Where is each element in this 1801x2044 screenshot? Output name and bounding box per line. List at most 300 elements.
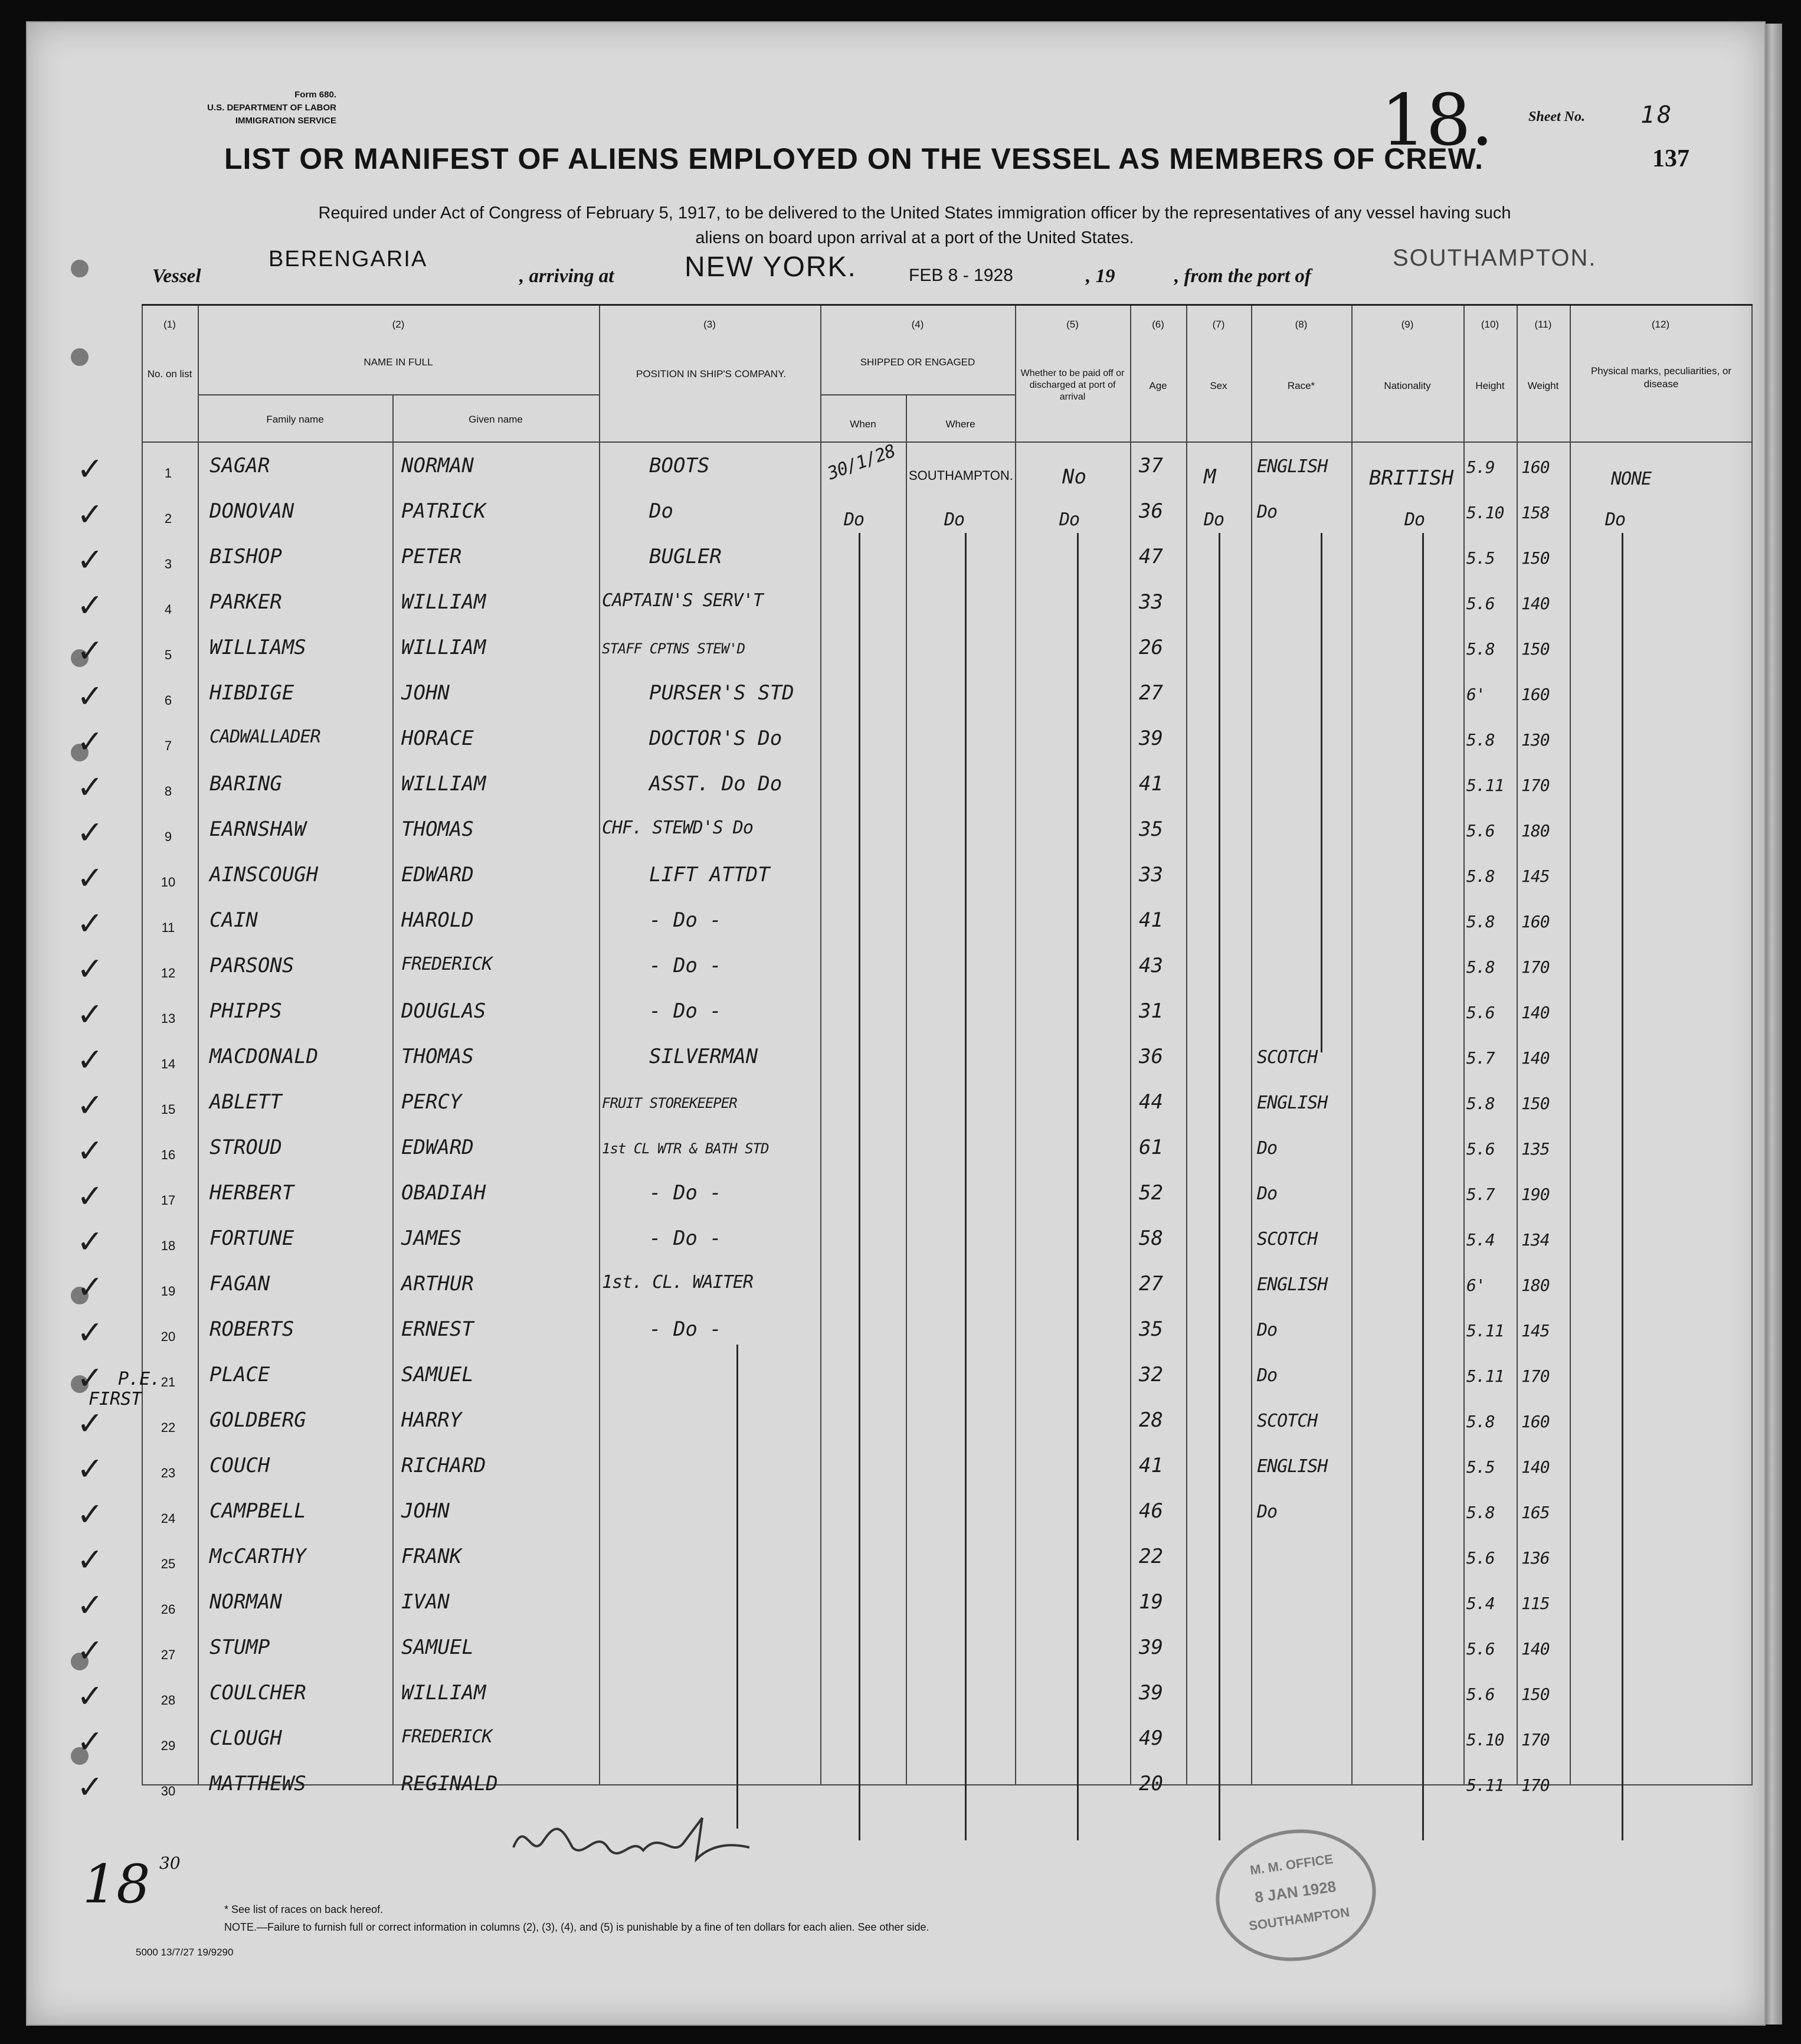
punch-hole xyxy=(71,348,89,366)
weight-value: 160 xyxy=(1521,685,1550,704)
family-name: DONOVAN xyxy=(209,499,294,523)
family-name: BARING xyxy=(209,772,282,796)
col-number-6: (6) xyxy=(1152,319,1164,330)
family-name: NORMAN xyxy=(209,1590,282,1614)
row-number: 1 xyxy=(164,466,172,480)
weight-value: 190 xyxy=(1521,1185,1550,1204)
given-name: EDWARD xyxy=(401,863,474,887)
weight-value: 115 xyxy=(1521,1594,1550,1613)
weight-value: 170 xyxy=(1521,957,1550,977)
weight-value: 160 xyxy=(1521,912,1550,931)
age-value: 39 xyxy=(1139,1681,1163,1705)
row-number: 25 xyxy=(161,1556,176,1571)
height-value: 6' xyxy=(1466,685,1485,704)
table-row xyxy=(77,496,1753,541)
family-name: PHIPPS xyxy=(209,999,282,1023)
position-in-company: 1st CL WTR & BATH STD xyxy=(602,1140,769,1157)
sheet-value: 18 xyxy=(1640,102,1674,129)
form-id xyxy=(148,89,336,127)
table-row xyxy=(77,1041,1753,1086)
given-name: ERNEST xyxy=(401,1317,474,1341)
position-in-company: - Do - xyxy=(649,908,722,932)
row-number: 11 xyxy=(161,920,175,935)
height-value: 5.10 xyxy=(1466,1730,1504,1749)
position-in-company: ASST. Do Do xyxy=(649,772,782,796)
checkmark-icon: ✓ xyxy=(77,1632,104,1669)
age-value: 35 xyxy=(1139,1317,1163,1341)
table-row xyxy=(77,1268,1753,1313)
age-value: 36 xyxy=(1139,499,1163,523)
form-number: Form 680. xyxy=(294,90,336,100)
table-row xyxy=(77,1178,1753,1222)
paid-off-value: No xyxy=(1062,465,1086,489)
col-number-10: (10) xyxy=(1481,319,1499,330)
age-value: 19 xyxy=(1139,1590,1163,1614)
family-name: BISHOP xyxy=(209,545,282,568)
age-value: 32 xyxy=(1139,1363,1163,1386)
weight-value: 145 xyxy=(1521,866,1550,886)
subtitle-line-2: aliens on board upon arrival at a port of the United States. xyxy=(695,228,1134,247)
table-row xyxy=(77,1132,1753,1177)
height-value: 5.6 xyxy=(1466,1139,1495,1159)
table-row xyxy=(77,1541,1753,1586)
position-in-company: BOOTS xyxy=(649,454,710,478)
table-row xyxy=(77,723,1753,768)
family-name: HIBDIGE xyxy=(209,681,294,705)
row-number: 9 xyxy=(164,829,172,844)
position-in-company: Do xyxy=(649,499,673,523)
age-value: 39 xyxy=(1139,1636,1163,1659)
physical-marks-value: NONE xyxy=(1611,469,1652,489)
position-in-company: CHF. STEWD'S Do xyxy=(602,817,753,838)
table-row xyxy=(77,632,1753,677)
age-value: 43 xyxy=(1139,954,1163,977)
weight-value: 140 xyxy=(1521,1003,1550,1022)
checkmark-icon: ✓ xyxy=(77,1223,104,1260)
height-value: 5.11 xyxy=(1466,1321,1504,1340)
age-value: 20 xyxy=(1139,1772,1163,1796)
height-value: 5.8 xyxy=(1466,1503,1495,1522)
age-value: 58 xyxy=(1139,1227,1163,1250)
race-value: ENGLISH xyxy=(1257,1456,1328,1477)
height-value: 5.11 xyxy=(1466,1366,1504,1386)
sex-value: M xyxy=(1204,465,1216,489)
weight-value: 136 xyxy=(1521,1548,1550,1568)
given-name: PERCY xyxy=(401,1090,462,1114)
weight-value: 150 xyxy=(1521,548,1550,568)
height-value: 5.7 xyxy=(1466,1185,1495,1204)
given-name: SAMUEL xyxy=(401,1636,474,1659)
ditto-paid-off: Do xyxy=(1059,509,1080,530)
given-name: HAROLD xyxy=(401,908,474,932)
weight-value: 170 xyxy=(1521,776,1550,795)
height-value: 5.8 xyxy=(1466,1412,1495,1431)
checkmark-icon: ✓ xyxy=(77,1268,104,1306)
given-name: JAMES xyxy=(401,1227,462,1250)
weight-value: 145 xyxy=(1521,1321,1550,1340)
row-number: 17 xyxy=(161,1193,176,1208)
age-value: 31 xyxy=(1139,999,1163,1023)
table-row xyxy=(77,1450,1753,1495)
row-number: 14 xyxy=(161,1057,176,1071)
header-bottom-line xyxy=(142,441,1753,443)
family-name: GOLDBERG xyxy=(209,1408,306,1432)
checkmark-icon: ✓ xyxy=(77,1587,104,1624)
race-value: Do xyxy=(1257,1365,1278,1386)
age-value: 35 xyxy=(1139,817,1163,841)
age-value: 26 xyxy=(1139,636,1163,659)
from-label: , from the port of xyxy=(1174,266,1311,287)
ditto-when: Do xyxy=(844,509,865,530)
position-in-company: BUGLER xyxy=(649,545,722,568)
shipped-when-value: 30/1/28 xyxy=(824,440,898,485)
col-number-2: (2) xyxy=(392,319,405,330)
footnote xyxy=(224,1901,929,1936)
height-value: 5.4 xyxy=(1466,1230,1495,1250)
given-name: SAMUEL xyxy=(401,1363,474,1386)
checkmark-icon: ✓ xyxy=(77,1132,104,1169)
page-subtitle xyxy=(136,201,1694,250)
height-value: 5.8 xyxy=(1466,1094,1495,1113)
given-name: EDWARD xyxy=(401,1136,474,1159)
height-value: 5.9 xyxy=(1466,457,1495,477)
checkmark-icon: ✓ xyxy=(77,1723,104,1760)
family-name: WILLIAMS xyxy=(209,636,306,659)
table-row xyxy=(77,814,1753,859)
bottom-tally: 30 xyxy=(159,1853,181,1873)
height-value: 5.5 xyxy=(1466,1457,1495,1477)
given-name: ARTHUR xyxy=(401,1272,474,1296)
age-value: 46 xyxy=(1139,1499,1163,1523)
table-row xyxy=(77,1087,1753,1131)
weight-value: 140 xyxy=(1521,1457,1550,1477)
table-row xyxy=(77,1677,1753,1722)
given-name: HORACE xyxy=(401,727,474,750)
given-name: WILLIAM xyxy=(401,636,486,659)
given-name: FREDERICK xyxy=(401,1726,492,1747)
height-value: 5.6 xyxy=(1466,821,1495,841)
header-where: Where xyxy=(945,418,975,430)
given-name: IVAN xyxy=(401,1590,450,1614)
row-number: 15 xyxy=(161,1102,176,1117)
family-name: SAGAR xyxy=(209,454,270,478)
height-value: 5.8 xyxy=(1466,912,1495,931)
height-value: 5.5 xyxy=(1466,548,1495,568)
position-in-company: - Do - xyxy=(649,954,722,977)
height-value: 5.6 xyxy=(1466,1639,1495,1659)
height-value: 5.4 xyxy=(1466,1594,1495,1613)
header-sex: Sex xyxy=(1210,380,1227,391)
header-race: Race* xyxy=(1287,380,1315,391)
header-nationality: Nationality xyxy=(1384,380,1431,391)
checkmark-icon: ✓ xyxy=(77,859,104,897)
position-in-company: - Do - xyxy=(649,1317,722,1341)
ditto-sex: Do xyxy=(1204,509,1224,530)
given-name: RICHARD xyxy=(401,1454,486,1477)
family-name: CAIN xyxy=(209,908,258,932)
row-number: 8 xyxy=(164,784,172,799)
form-service: IMMIGRATION SERVICE xyxy=(235,116,336,126)
punch-hole xyxy=(71,260,89,277)
header-paid-off: Whether to be paid off or discharged at port of arrival xyxy=(1020,368,1125,402)
given-name: THOMAS xyxy=(401,1045,474,1068)
checkmark-icon: ✓ xyxy=(77,1541,104,1578)
given-name: OBADIAH xyxy=(401,1181,486,1205)
checkmark-icon: ✓ xyxy=(77,1405,104,1442)
family-name: PARKER xyxy=(209,590,282,614)
weight-value: 150 xyxy=(1521,639,1550,659)
row-number: 7 xyxy=(164,738,172,753)
nationality-value: BRITISH xyxy=(1369,466,1454,490)
position-in-company: 1st. CL. WAITER xyxy=(602,1272,753,1293)
height-value: 5.6 xyxy=(1466,594,1495,613)
header-physical-marks: Physical marks, peculiarities, or disease xyxy=(1590,365,1732,390)
given-name: JOHN xyxy=(401,1499,450,1523)
given-name: FRANK xyxy=(401,1545,462,1568)
family-name: ROBERTS xyxy=(209,1317,294,1341)
vessel-name: BERENGARIA xyxy=(268,247,428,272)
checkmark-icon: ✓ xyxy=(77,1677,104,1715)
row-number: 26 xyxy=(161,1602,176,1617)
footnote-races: * See list of races on back hereof. xyxy=(224,1904,384,1915)
row-number: 12 xyxy=(161,966,176,980)
footnote-note: NOTE.—Failure to furnish full or correct information in columns (2), (3), (4), and (5) is punishable by a fine of ten dollars for each alien. See other side. xyxy=(224,1921,929,1933)
given-name: FREDERICK xyxy=(401,954,492,974)
checkmark-icon: ✓ xyxy=(77,1359,104,1397)
table-row xyxy=(77,541,1753,586)
race-value: Do xyxy=(1257,1138,1278,1159)
row-number: 21 xyxy=(161,1375,176,1389)
family-name: COUCH xyxy=(209,1454,270,1477)
family-name: CLOUGH xyxy=(209,1726,282,1750)
page-edge xyxy=(1764,24,1782,2025)
age-value: 52 xyxy=(1139,1181,1163,1205)
height-value: 5.6 xyxy=(1466,1003,1495,1022)
position-in-company: DOCTOR'S Do xyxy=(649,727,782,750)
age-value: 41 xyxy=(1139,908,1163,932)
race-value: ENGLISH xyxy=(1257,1093,1328,1113)
checkmark-icon: ✓ xyxy=(77,1496,104,1533)
table-row xyxy=(77,1314,1753,1359)
family-name: STROUD xyxy=(209,1136,282,1159)
weight-value: 180 xyxy=(1521,1276,1550,1295)
race-value: Do xyxy=(1257,1320,1278,1340)
signature xyxy=(507,1806,755,1871)
shipped-where-value: SOUTHAMPTON. xyxy=(909,468,1013,483)
height-value: 5.6 xyxy=(1466,1548,1495,1568)
position-in-company: STAFF CPTNS STEW'D xyxy=(602,640,745,657)
checkmark-icon: ✓ xyxy=(77,450,104,488)
sheet-label: Sheet No. xyxy=(1528,109,1585,125)
position-in-company: - Do - xyxy=(649,999,722,1023)
checkmark-icon: ✓ xyxy=(77,723,104,760)
checkmark-icon: ✓ xyxy=(77,678,104,715)
handwritten-sheet-mark: 18. xyxy=(1381,80,1494,162)
checkmark-icon: ✓ xyxy=(77,1041,104,1078)
weight-value: 165 xyxy=(1521,1503,1550,1522)
row-number: 23 xyxy=(161,1466,176,1480)
row-number: 19 xyxy=(161,1284,176,1299)
family-name: COULCHER xyxy=(209,1681,306,1705)
family-name: HERBERT xyxy=(209,1181,294,1205)
checkmark-icon: ✓ xyxy=(77,950,104,987)
position-in-company: LIFT ATTDT xyxy=(649,863,770,887)
checkmark-icon: ✓ xyxy=(77,1087,104,1124)
family-name: STUMP xyxy=(209,1636,270,1659)
family-name: FAGAN xyxy=(209,1272,270,1296)
date-stamp: FEB 8 - 1928 xyxy=(909,266,1013,285)
weight-value: 140 xyxy=(1521,594,1550,613)
weight-value: 170 xyxy=(1521,1775,1550,1795)
weight-value: 140 xyxy=(1521,1048,1550,1068)
col-number-1: (1) xyxy=(163,319,176,330)
stamp-line-2: 8 JAN 1928 xyxy=(1253,1877,1337,1906)
checkmark-icon: ✓ xyxy=(77,768,104,806)
row-number: 5 xyxy=(164,647,172,662)
ditto-physical-marks: Do xyxy=(1605,509,1626,530)
header-given-name: Given name xyxy=(469,414,523,425)
weight-value: 160 xyxy=(1521,1412,1550,1431)
weight-value: 160 xyxy=(1521,457,1550,477)
age-value: 33 xyxy=(1139,863,1163,887)
given-name: WILLIAM xyxy=(401,1681,486,1705)
col-number-3: (3) xyxy=(703,319,716,330)
margin-note xyxy=(89,1369,161,1409)
checkmark-icon: ✓ xyxy=(77,541,104,578)
age-value: 36 xyxy=(1139,1045,1163,1068)
race-value: Do xyxy=(1257,1183,1278,1204)
page-title: LIST OR MANIFEST OF ALIENS EMPLOYED ON THE VESSEL AS MEMBERS OF CREW. xyxy=(224,142,1484,175)
col-number-4: (4) xyxy=(911,319,924,330)
checkmark-icon: ✓ xyxy=(77,587,104,624)
age-value: 44 xyxy=(1139,1090,1163,1114)
age-value: 41 xyxy=(1139,1454,1163,1477)
print-code: 5000 13/7/27 19/9290 xyxy=(136,1947,234,1958)
height-value: 5.7 xyxy=(1466,1048,1495,1068)
age-value: 39 xyxy=(1139,727,1163,750)
family-name: EARNSHAW xyxy=(209,817,306,841)
family-name: MACDONALD xyxy=(209,1045,319,1068)
position-in-company: FRUIT STOREKEEPER xyxy=(602,1095,737,1111)
checkmark-icon: ✓ xyxy=(77,996,104,1033)
ditto-where: Do xyxy=(944,509,965,530)
row-number: 6 xyxy=(164,693,172,708)
given-name: WILLIAM xyxy=(401,772,486,796)
given-name: PATRICK xyxy=(401,499,486,523)
row-number: 22 xyxy=(161,1420,176,1435)
given-name: HARRY xyxy=(401,1408,462,1432)
table-row xyxy=(77,768,1753,813)
page-number: 137 xyxy=(1652,145,1689,172)
table-row xyxy=(77,1223,1753,1268)
race-value: SCOTCH xyxy=(1257,1047,1318,1068)
age-value: 61 xyxy=(1139,1136,1163,1159)
given-name: PETER xyxy=(401,545,462,568)
weight-value: 150 xyxy=(1521,1685,1550,1704)
row-number: 30 xyxy=(161,1784,176,1798)
margin-note-line-2: FIRST xyxy=(89,1389,142,1409)
table-row xyxy=(77,1632,1753,1677)
table-row xyxy=(77,1587,1753,1631)
table-row xyxy=(77,905,1753,950)
position-in-company: - Do - xyxy=(649,1181,722,1205)
col-number-12: (12) xyxy=(1651,319,1670,330)
family-name: PLACE xyxy=(209,1363,270,1386)
table-row xyxy=(77,587,1753,632)
table-row xyxy=(77,859,1753,904)
row-number: 29 xyxy=(161,1738,176,1753)
table-row xyxy=(77,1723,1753,1768)
height-value: 5.8 xyxy=(1466,957,1495,977)
age-value: 27 xyxy=(1139,1272,1163,1296)
family-name: PARSONS xyxy=(209,954,294,977)
header-when: When xyxy=(850,418,876,430)
vessel-label: Vessel xyxy=(152,266,201,287)
row-number: 4 xyxy=(164,602,172,617)
bottom-mark: 18 xyxy=(83,1853,150,1915)
checkmark-icon: ✓ xyxy=(77,905,104,942)
row-number: 3 xyxy=(164,557,172,571)
row-number: 27 xyxy=(161,1647,176,1662)
height-value: 5.11 xyxy=(1466,776,1504,795)
given-name: WILLIAM xyxy=(401,590,486,614)
weight-value: 135 xyxy=(1521,1139,1550,1159)
row-number: 2 xyxy=(164,511,172,526)
age-value: 33 xyxy=(1139,590,1163,614)
row-number: 24 xyxy=(161,1511,176,1526)
age-value: 22 xyxy=(1139,1545,1163,1568)
checkmark-icon: ✓ xyxy=(77,1314,104,1351)
weight-value: 130 xyxy=(1521,730,1550,750)
family-name: FORTUNE xyxy=(209,1227,294,1250)
race-value: SCOTCH xyxy=(1257,1229,1318,1250)
row-number: 28 xyxy=(161,1693,176,1708)
col-number-8: (8) xyxy=(1295,319,1308,330)
age-value: 47 xyxy=(1139,545,1163,568)
header-shipped-or-engaged: SHIPPED OR ENGAGED xyxy=(860,357,975,368)
form-department: U.S. DEPARTMENT OF LABOR xyxy=(207,103,336,113)
row-number: 10 xyxy=(161,875,176,889)
header-weight: Weight xyxy=(1527,380,1559,391)
height-value: 5.10 xyxy=(1466,503,1504,522)
weight-value: 170 xyxy=(1521,1730,1550,1749)
age-value: 49 xyxy=(1139,1726,1163,1750)
stamp-line-3: SOUTHAMPTON xyxy=(1247,1904,1351,1934)
checkmark-icon: ✓ xyxy=(77,1768,104,1806)
table-row xyxy=(77,1496,1753,1541)
age-value: 41 xyxy=(1139,772,1163,796)
height-value: 5.8 xyxy=(1466,730,1495,750)
height-value: 5.8 xyxy=(1466,866,1495,886)
given-name: REGINALD xyxy=(401,1772,498,1796)
year-label: , 19 xyxy=(1086,266,1115,287)
checkmark-icon: ✓ xyxy=(77,496,104,533)
height-value: 5.8 xyxy=(1466,639,1495,659)
table-row xyxy=(77,950,1753,995)
arriving-label: , arriving at xyxy=(519,266,614,287)
header-no-on-list: No. on list xyxy=(147,368,192,380)
family-name: McCARTHY xyxy=(209,1545,306,1568)
header-age: Age xyxy=(1149,380,1167,391)
row-number: 13 xyxy=(161,1011,176,1026)
checkmark-icon: ✓ xyxy=(77,1450,104,1487)
position-in-company: PURSER'S STD xyxy=(649,681,794,705)
col-number-11: (11) xyxy=(1534,319,1552,330)
header-family-name: Family name xyxy=(266,414,324,425)
weight-value: 150 xyxy=(1521,1094,1550,1113)
name-subheader-line xyxy=(198,394,599,395)
row-number: 20 xyxy=(161,1329,176,1344)
